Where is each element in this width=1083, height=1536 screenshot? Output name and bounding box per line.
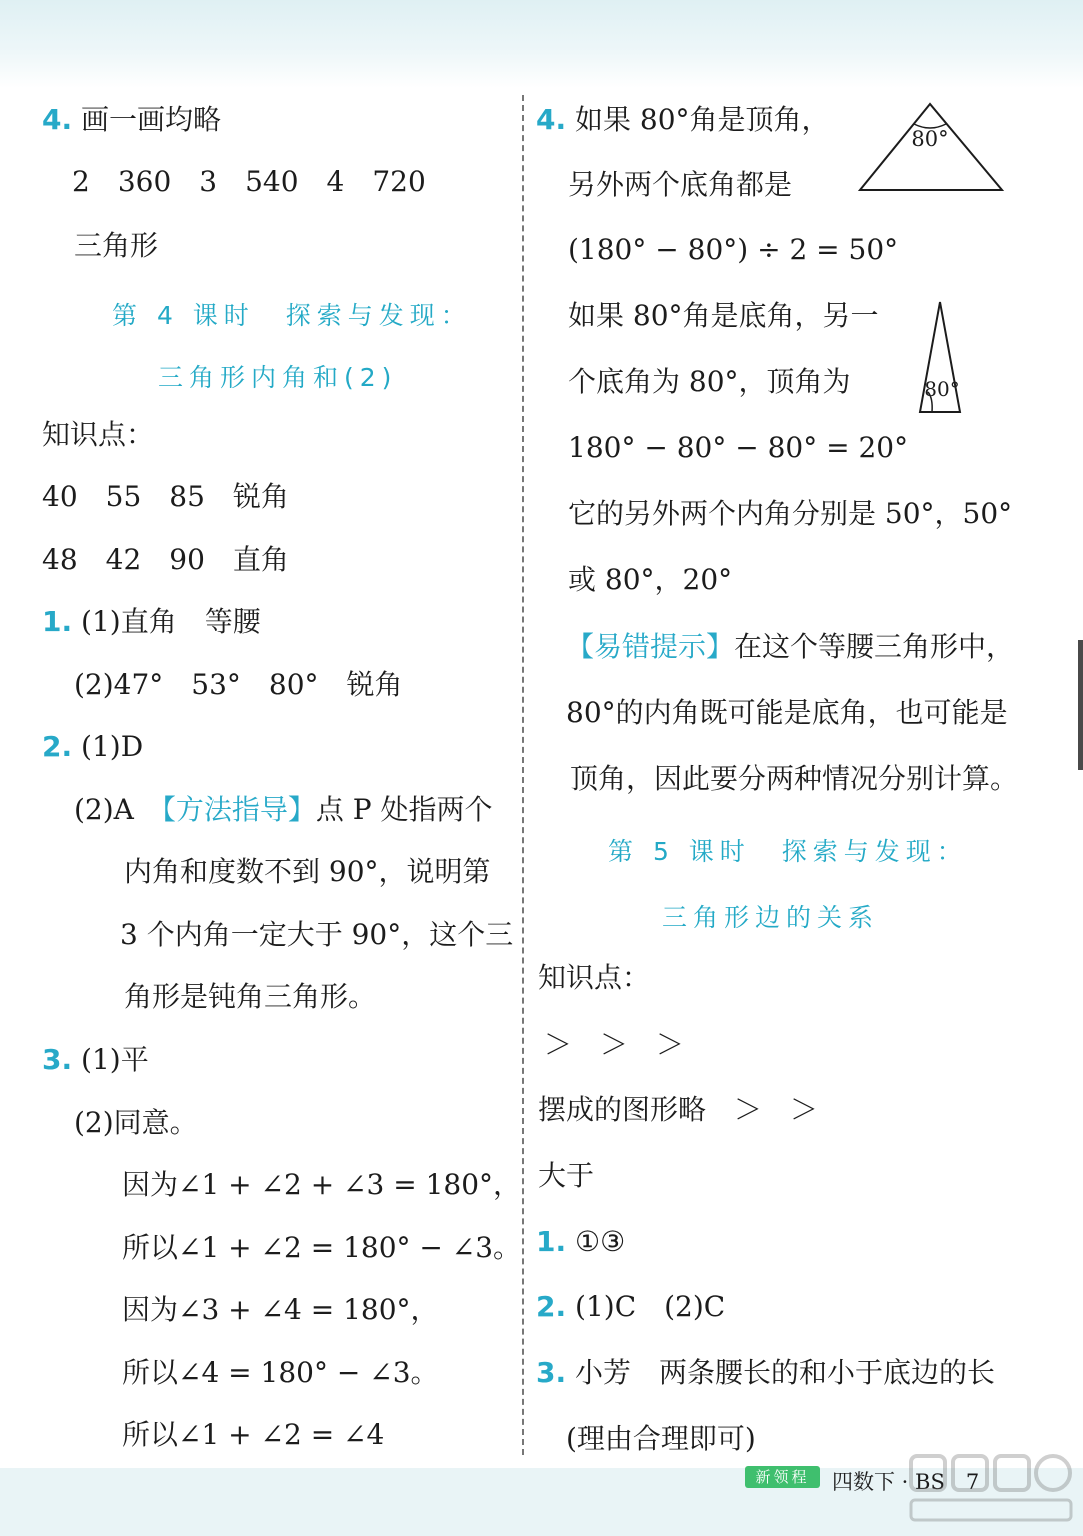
left-q3-c2: 所以∠1 + ∠2 = 180° − ∠3。 bbox=[122, 1231, 522, 1264]
right-q2-text: (1)C (2)C bbox=[575, 1290, 726, 1323]
left-q2-a-text: (1)D bbox=[81, 730, 144, 763]
right-q4-l5: 个底角为 80°，顶角为 bbox=[568, 365, 851, 398]
right-q3-text2: (理由合理即可) bbox=[566, 1422, 756, 1455]
left-q3-a-text: (1)平 bbox=[81, 1043, 149, 1076]
left-q4-text: 画一画均略 bbox=[81, 103, 222, 136]
right-tip-line1 bbox=[566, 630, 1015, 663]
brand-badge: 新领程 bbox=[745, 1466, 820, 1488]
left-q1-a-text: (1)直角 等腰 bbox=[81, 605, 261, 638]
left-q2-b4: 角形是钝角三角形。 bbox=[124, 980, 377, 1013]
right-knowledge-k1: ＞ ＞ ＞ bbox=[544, 1028, 685, 1061]
left-q2-a bbox=[42, 730, 144, 763]
left-q4-values: 2 360 3 540 4 720 bbox=[72, 165, 426, 198]
triangle-base-80-figure bbox=[916, 300, 968, 416]
right-knowledge-label: 知识点： bbox=[538, 961, 651, 994]
question-number: 4. bbox=[42, 103, 73, 136]
lesson5-title-line1: 第 5 课时 探索与发现： bbox=[608, 837, 968, 866]
right-q3-text: 小芳 两条腰长的和小于底边的长 bbox=[575, 1356, 996, 1389]
right-knowledge-k3: 大于 bbox=[538, 1159, 595, 1192]
question-number: 1. bbox=[536, 1225, 567, 1258]
left-q1-a bbox=[42, 605, 261, 638]
lesson4-title-line1: 第 4 课时 探索与发现： bbox=[112, 301, 472, 330]
question-number: 3. bbox=[42, 1043, 73, 1076]
right-knowledge-k2: 摆成的图形略 ＞ ＞ bbox=[538, 1093, 819, 1126]
right-q1 bbox=[536, 1225, 626, 1258]
lesson5-title-line2: 三角形边的关系 bbox=[662, 903, 880, 932]
right-q4-l1-text: 如果 80°角是顶角， bbox=[575, 103, 830, 136]
question-number: 1. bbox=[42, 605, 73, 638]
right-q2 bbox=[536, 1290, 726, 1323]
column-divider bbox=[522, 95, 524, 1455]
question-number: 2. bbox=[536, 1290, 567, 1323]
method-guide-tag: 【方法指导】 bbox=[161, 793, 316, 826]
left-q3-c3: 因为∠3 + ∠4 = 180°， bbox=[122, 1293, 439, 1326]
right-q4-l1 bbox=[536, 103, 830, 136]
watermark-logo-icon bbox=[905, 1448, 1075, 1528]
left-q2-b3: 3 个内角一定大于 90°，这个三 bbox=[120, 918, 514, 951]
left-q2-b bbox=[74, 793, 493, 826]
left-q2-b2: 内角和度数不到 90°，说明第 bbox=[124, 855, 491, 888]
right-q4-l3: (180° − 80°) ÷ 2 = 50° bbox=[568, 233, 899, 266]
right-q4-l4: 如果 80°角是底角，另一 bbox=[568, 299, 879, 332]
right-tip-line3: 顶角，因此要分两种情况分别计算。 bbox=[570, 762, 1019, 795]
question-number: 4. bbox=[536, 103, 567, 136]
left-q3-c5: 所以∠1 + ∠2 = ∠4 bbox=[122, 1418, 385, 1451]
left-q3-c1: 因为∠1 + ∠2 + ∠3 = 180°， bbox=[122, 1168, 522, 1201]
right-tip-line2: 80°的内角既可能是底角，也可能是 bbox=[566, 696, 1008, 729]
left-q1-b: (2)47° 53° 80° 锐角 bbox=[74, 668, 403, 701]
footer-page-info: 四数下 · BS 7 bbox=[832, 1470, 980, 1494]
left-knowledge-label: 知识点： bbox=[42, 418, 155, 451]
page-edge-mark bbox=[1078, 640, 1083, 770]
left-knowledge-row2: 48 42 90 直角 bbox=[42, 543, 289, 576]
error-tip-tag: 【易错提示】 bbox=[566, 630, 735, 663]
right-q3 bbox=[536, 1356, 996, 1389]
left-q4 bbox=[42, 103, 222, 136]
left-q2-b-prefix: (2)A bbox=[74, 793, 162, 826]
left-q4-shape: 三角形 bbox=[74, 229, 159, 262]
top-band bbox=[0, 0, 1083, 88]
right-tip1-text: 在这个等腰三角形中， bbox=[734, 630, 1015, 663]
triangle-base-80-label: 80° bbox=[924, 377, 960, 401]
right-q4-l2: 另外两个底角都是 bbox=[568, 168, 793, 201]
lesson4-title-line2: 三角形内角和(2) bbox=[158, 363, 398, 392]
left-q3-b: (2)同意。 bbox=[74, 1106, 198, 1139]
right-q4-l6: 180° − 80° − 80° = 20° bbox=[568, 431, 909, 464]
question-number: 3. bbox=[536, 1356, 567, 1389]
left-q3-c4: 所以∠4 = 180° − ∠3。 bbox=[122, 1356, 439, 1389]
right-q4-l8: 或 80°，20° bbox=[568, 563, 733, 596]
left-knowledge-row1: 40 55 85 锐角 bbox=[42, 480, 289, 513]
right-q4-l7: 它的另外两个内角分别是 50°，50° bbox=[568, 497, 1013, 530]
left-q3-a bbox=[42, 1043, 149, 1076]
left-q2-b-rest: 点 P 处指两个 bbox=[315, 793, 493, 826]
question-number: 2. bbox=[42, 730, 73, 763]
triangle-apex-80-label: 80° bbox=[911, 127, 949, 151]
right-q1-text: ①③ bbox=[575, 1225, 626, 1258]
triangle-apex-80-figure bbox=[856, 102, 1006, 194]
